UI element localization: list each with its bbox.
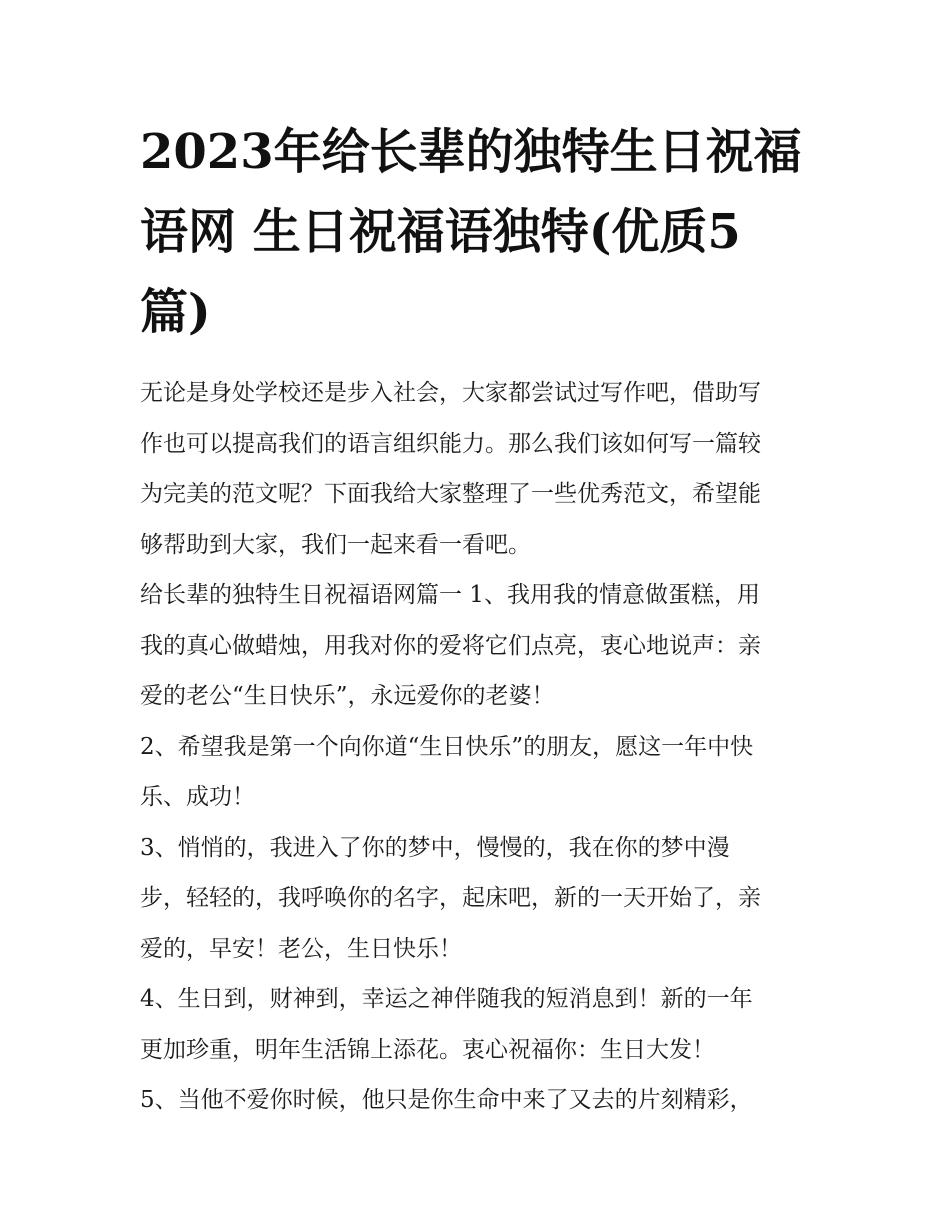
wish-paragraph-2 xyxy=(140,722,812,823)
text-line: 给长辈的独特生日祝福语网篇一 1、我用我的情意做蛋糕，用 xyxy=(140,582,760,608)
wish-paragraph-3 xyxy=(140,823,812,975)
document-title xyxy=(140,112,812,352)
text-line: 乐、成功！ xyxy=(140,784,255,810)
title-line: 语网 生日祝福语独特(优质5 xyxy=(140,204,741,260)
text-line: 5、当他不爱你时候，他只是你生命中来了又去的片刻精彩， xyxy=(140,1087,753,1113)
title-line: 2023年给长辈的独特生日祝福 xyxy=(140,124,802,180)
document-content xyxy=(140,112,812,1126)
text-line: 爱的，早安！老公，生日快乐！ xyxy=(140,935,462,962)
text-line: 4、生日到，财神到，幸运之神伴随我的短消息到！新的一年 xyxy=(140,986,753,1012)
intro-paragraph xyxy=(140,368,812,570)
text-line: 爱的老公“生日快乐”，永远爱你的老婆！ xyxy=(140,683,555,709)
title-line: 篇) xyxy=(140,284,211,340)
wish-paragraph-1 xyxy=(140,570,812,722)
text-line: 为完美的范文呢？下面我给大家整理了一些优秀范文，希望能 xyxy=(140,481,761,507)
text-line: 步，轻轻的，我呼唤你的名字，起床吧，新的一天开始了，亲 xyxy=(140,885,761,911)
text-line: 无论是身处学校还是步入社会，大家都尝试过写作吧，借助写 xyxy=(140,380,761,406)
text-line: 2、希望我是第一个向你道“生日快乐”的朋友，愿这一年中快 xyxy=(140,733,754,760)
text-line: 更加珍重，明年生活锦上添花。衷心祝福你：生日大发！ xyxy=(140,1036,715,1063)
wish-paragraph-4 xyxy=(140,974,812,1075)
document-body xyxy=(140,368,812,1126)
wish-paragraph-5 xyxy=(140,1075,812,1126)
text-line: 我的真心做蜡烛，用我对你的爱将它们点亮，衷心地说声：亲 xyxy=(140,632,761,659)
text-line: 作也可以提高我们的语言组织能力。那么我们该如何写一篇较 xyxy=(140,430,761,457)
text-line: 3、悄悄的，我进入了你的梦中，慢慢的，我在你的梦中漫 xyxy=(140,834,730,861)
text-line: 够帮助到大家，我们一起来看一看吧。 xyxy=(140,531,531,558)
